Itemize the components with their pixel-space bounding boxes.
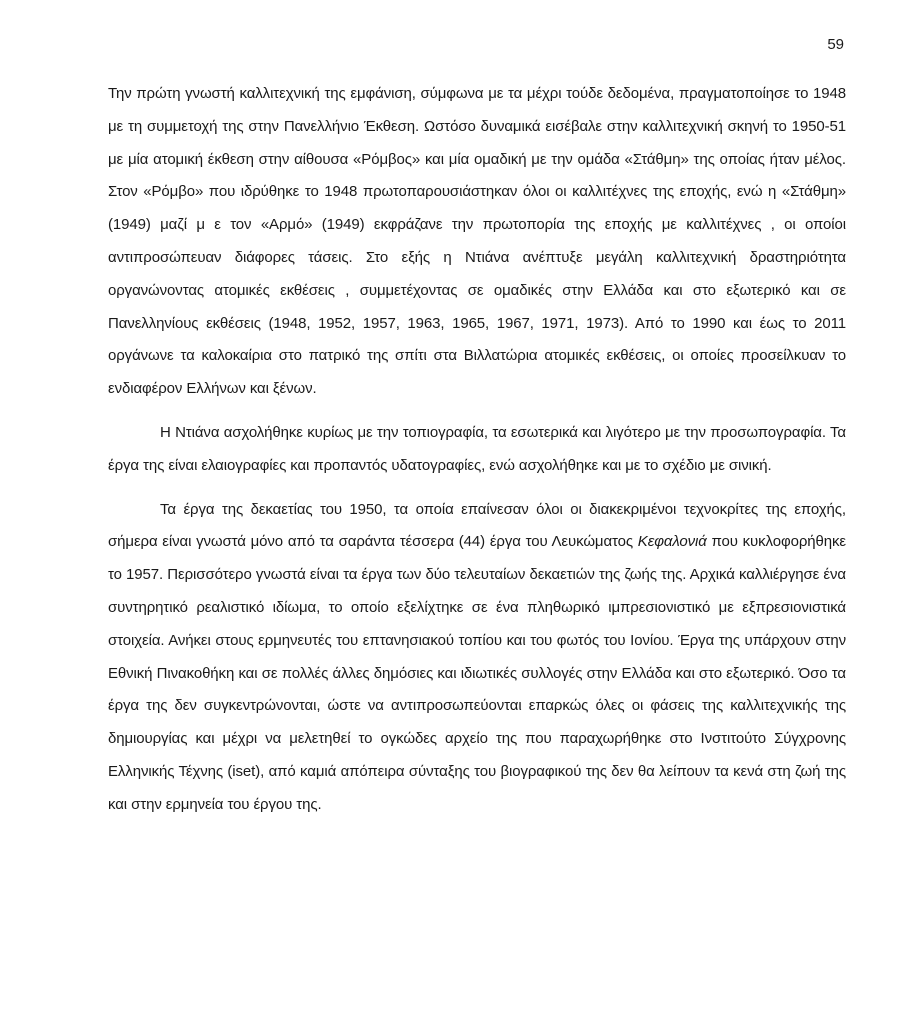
paragraph-works — [108, 494, 846, 822]
paragraph-subjects: Η Ντιάνα ασχολήθηκε κυρίως με την τοπιογραφία, τα εσωτερικά και λιγότερο με την προσωπογραφία. Τα έργα της είναι ελαιογραφίες και προπαντός υδατογραφίες, ενώ ασχολήθηκε και με το σχέδιο με σινική. — [108, 423, 846, 474]
page-number: 59 — [827, 36, 844, 53]
paragraph-works-text-after: που κυκλοφορήθηκε το 1957. Περισσότερο γνωστά είναι τα έργα των δύο τελευταίων δεκαετιών της ζωής της. Αρχικά καλλιέργησε ένα συντηρητικό ρεαλιστικό ιδίωμα, το οποίο εξελίχτηκε σε ένα πληθωρικό ιμπρεσιονιστικό με εξπρεσιονιστικά στοιχεία. Ανήκει στους ερμηνευτές του επτανησιακού τοπίου και του φωτός του Ιονίου. Έργα της υπάρχουν στην Εθνική Πινακοθήκη και σε πολλές άλλες δημόσιες και ιδιωτικές συλλογές στην Ελλάδα και στο εξωτερικό. Όσο τα έργα της δεν συγκεντρώνονται, ώστε να αντιπροσωπεύονται επαρκώς όλες οι φάσεις της καλλιτεχνικής της δημιουργίας και μέχρι να μελετηθεί το ογκώδες αρχείο της που παραχωρήθηκε στο Ινστιτούτο Σύγχρονης Ελληνικής Τέχνης (iset), από καμιά απόπειρα σύνταξης του βιογραφικού της δεν θα λείπουν τα κενά στη ζωή της και στην ερμηνεία του έργου της. — [108, 533, 846, 813]
paragraph-exhibitions: Την πρώτη γνωστή καλλιτεχνική της εμφάνιση, σύμφωνα με τα μέχρι τούδε δεδομένα, πραγματοποίησε το 1948 με τη συμμετοχή της στην Πανελλήνιο Έκθεση. Ωστόσο δυναμικά εισέβαλε στην καλλιτεχνική σκηνή το 1950-51 με μία ατομική έκθεση στην αίθουσα «Ρόμβος» και μία ομαδική με την ομάδα «Στάθμη» της οποίας ήταν μέλος. Στον «Ρόμβο» που ιδρύθηκε το 1948 πρωτοπαρουσιάστηκαν όλοι οι καλλιτέχνες της εποχής, ενώ η «Στάθμη» (1949) μαζί μ ε τον «Αρμό» (1949) εκφράζανε την πρωτοπορία της εποχής με καλλιτέχνες , οι οποίοι αντιπροσώπευαν διάφορες τάσεις. Στο εξής η Ντιάνα ανέπτυξε μεγάλη καλλιτεχνική δραστηριότητα οργανώνοντας ατομικές εκθέσεις , συμμετέχοντας σε ομαδικές στην Ελλάδα και στο εξωτερικό και σε Πανελληνίους εκθέσεις (1948, 1952, 1957, 1963, 1965, 1967, 1971, 1973). Από το 1990 και έως το 2011 οργάνωνε τα καλοκαίρια στο πατρικό της σπίτι στα Βιλλατώρια ατομικές εκθέσεις, οι οποίες προσείλκυαν το ενδιαφέρον Ελλήνων και ξένων. — [108, 85, 846, 398]
paragraph-works-text-before: Τα έργα της δεκαετίας του 1950, τα οποία επαίνεσαν όλοι οι διακεκριμένοι τεχνοκρίτες της εποχής, σήμερα είναι γνωστά μόνο από τα σαράντα τέσσερα (44) έργα του Λευκώματος — [108, 500, 846, 551]
album-title: Κεφαλονιά — [637, 533, 707, 551]
document-body — [108, 78, 846, 833]
